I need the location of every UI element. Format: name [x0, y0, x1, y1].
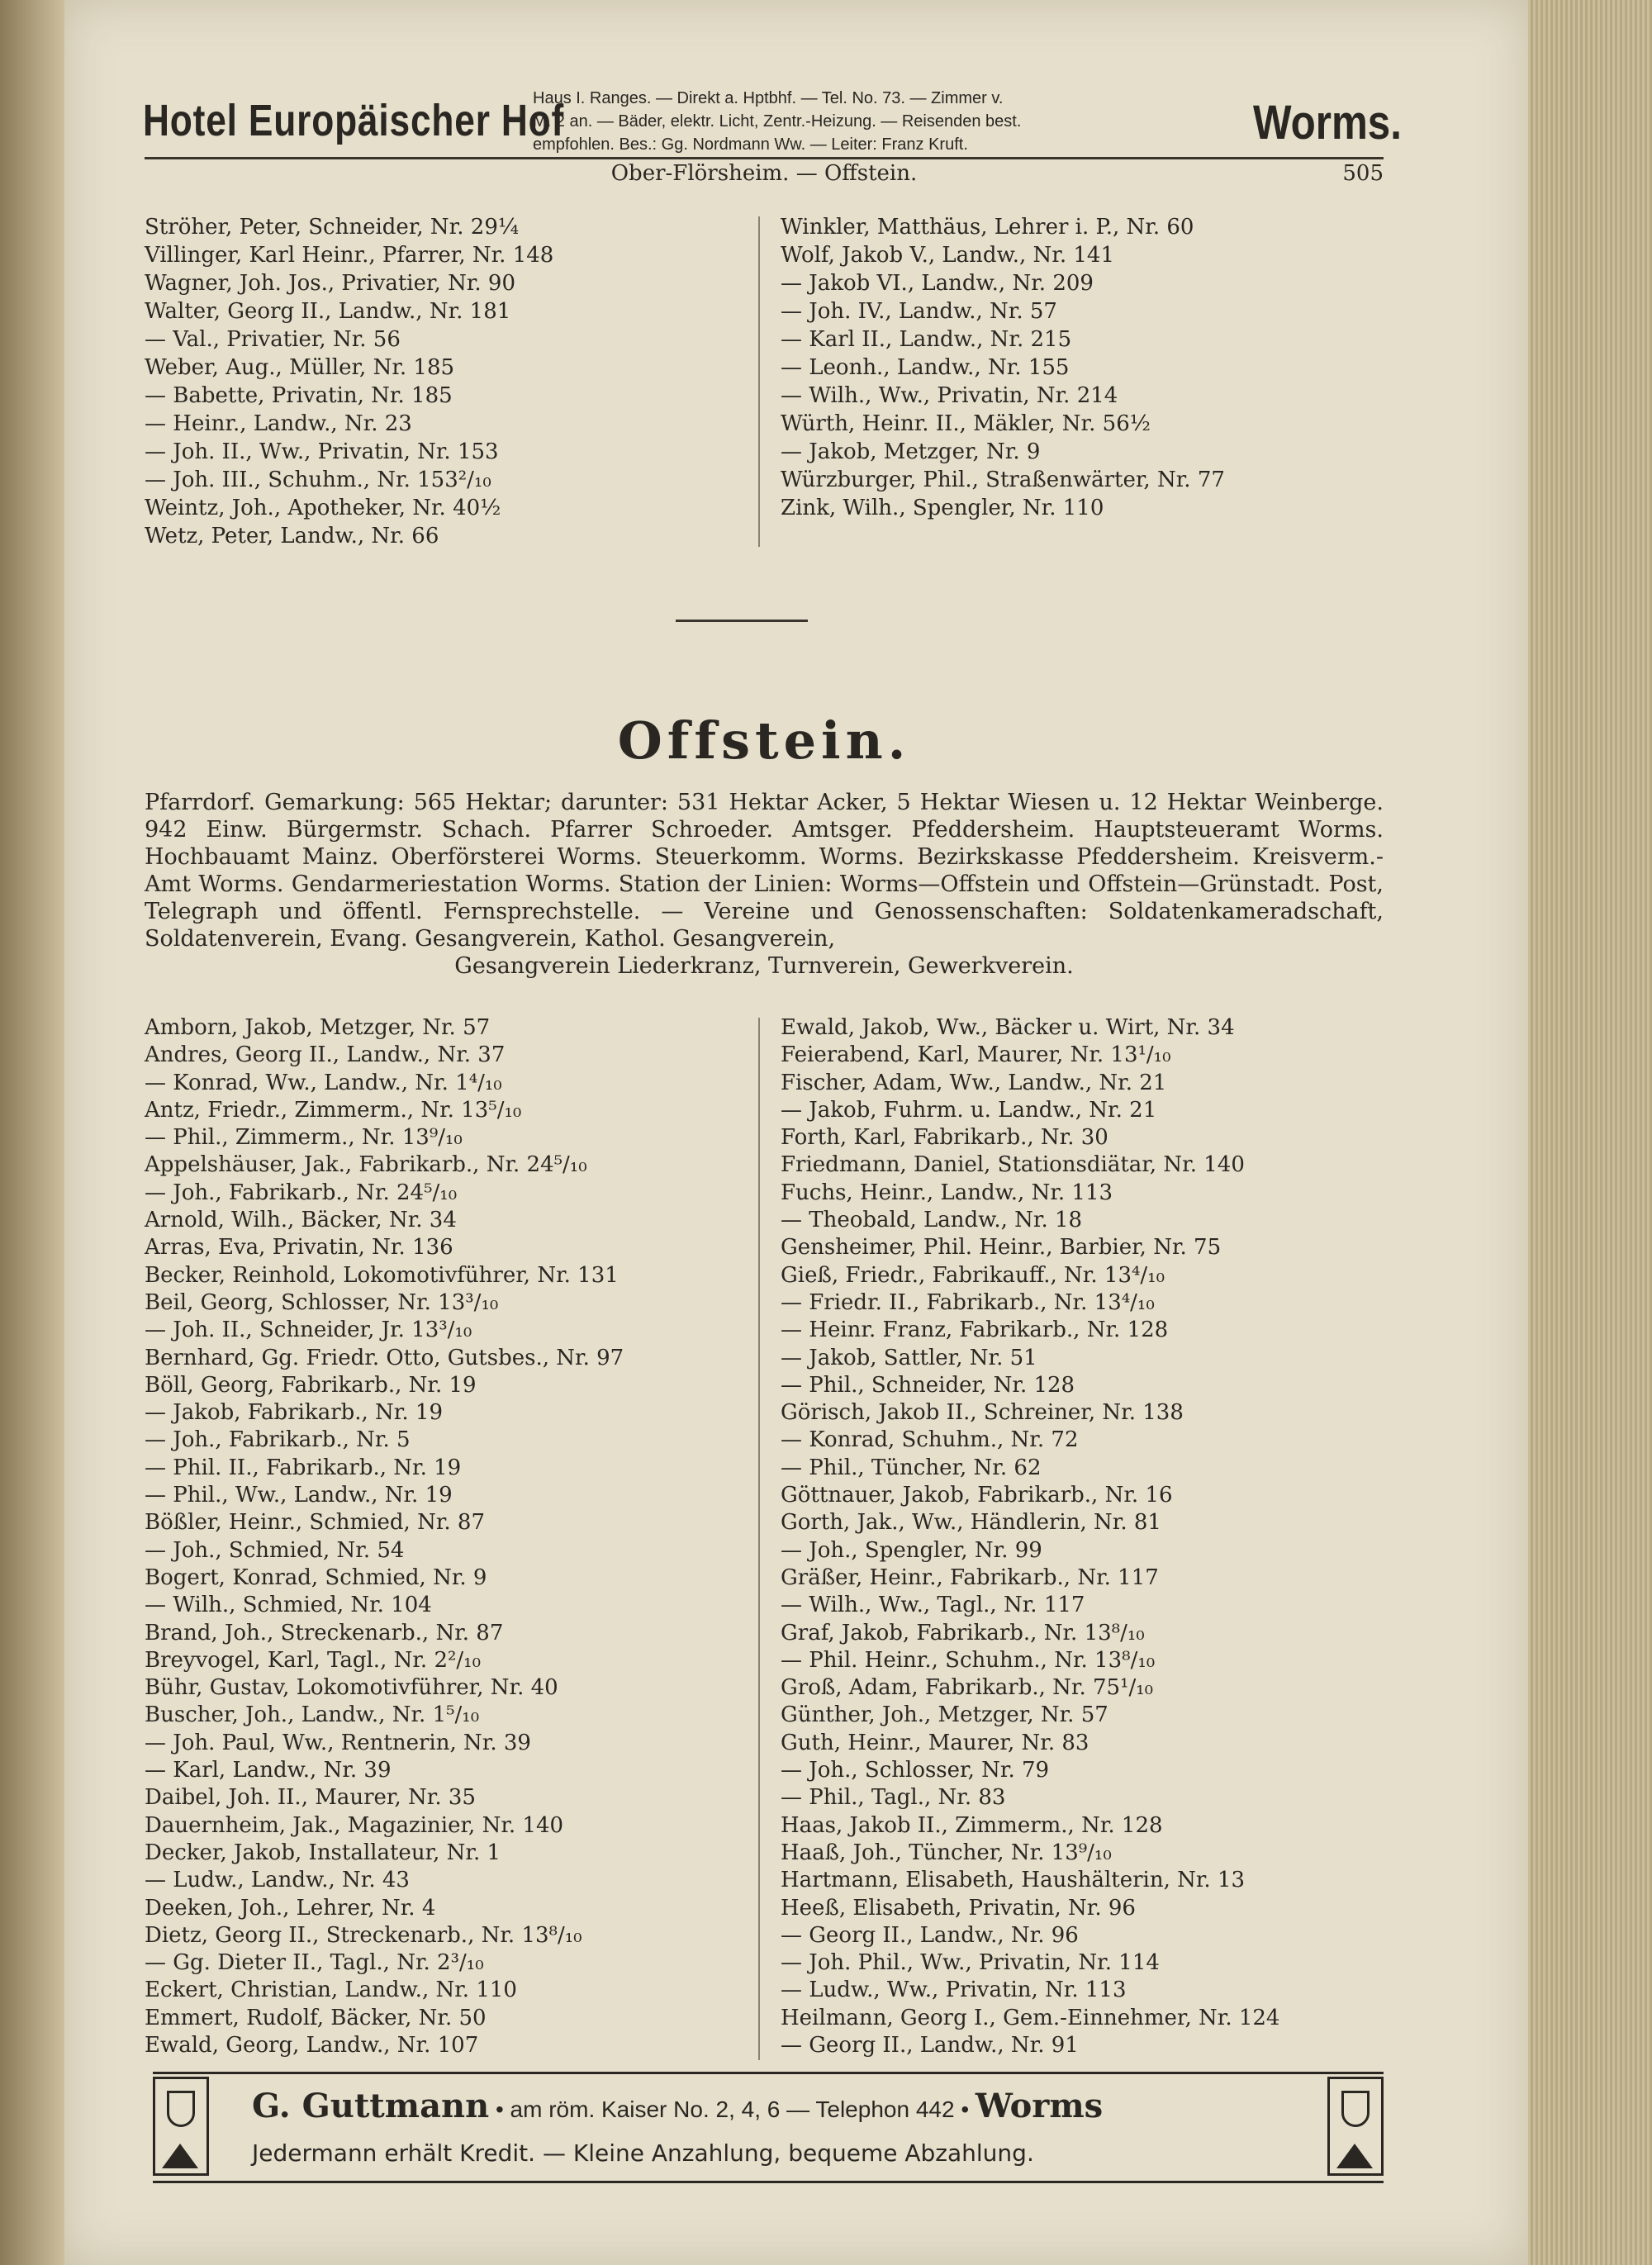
directory-entry: — Joh., Fabrikarb., Nr. 5 [145, 1427, 411, 1453]
top-left-column [145, 213, 553, 550]
directory-entry: Breyvogel, Karl, Tagl., Nr. 2²/₁₀ [145, 1647, 482, 1673]
directory-entry: — Phil., Schneider, Nr. 128 [781, 1372, 1075, 1398]
directory-entry: — Joh., Fabrikarb., Nr. 24⁵/₁₀ [145, 1180, 458, 1205]
directory-entry: — Joh., Spengler, Nr. 99 [781, 1537, 1042, 1563]
description-text: Pfarrdorf. Gemarkung: 565 Hektar; darunter: 531 Hektar Acker, 5 Hektar Wiesen u. 12 Hektar Weinberge. 942 Einw. Bürgermstr. Schach. Pfarrer Schroeder. Amtsger. Pfeddersheim. Hauptsteueramt Worms. Hochbauamt Mainz. Oberförsterei Worms. Steuerkomm. Worms. Bezirkskasse Pfeddersheim. Kreisverm.-Amt Worms. Gendarmeriestation Worms. Station der Linien: Worms—Offstein und Offstein—Grünstadt. Post, Telegraph und öffentl. Fernsprechstelle. — Vereine und Genossenschaften: Soldatenkameradschaft, Soldatenverein, Evang. Gesangverein, Kathol. Gesangverein, [145, 790, 1384, 952]
directory-entry: — Theobald, Landw., Nr. 18 [781, 1208, 1083, 1233]
ad-address: • am röm. Kaiser No. 2, 4, 6 — Telephon 442 • [489, 2096, 976, 2122]
directory-entry: Fuchs, Heinr., Landw., Nr. 113 [781, 1180, 1113, 1205]
directory-entry: — Joh. II., Schneider, Jr. 13³/₁₀ [145, 1318, 472, 1343]
directory-entry: — Jakob, Metzger, Nr. 9 [781, 439, 1041, 464]
directory-entry: Weintz, Joh., Apotheker, Nr. 40½ [145, 496, 501, 520]
directory-entry: Graf, Jakob, Fabrikarb., Nr. 13⁸/₁₀ [781, 1620, 1145, 1645]
hotel-info-line: M. 2 an. — Bäder, elektr. Licht, Zentr.-Heizung. — Reisenden best. [533, 112, 1022, 131]
directory-entry: — Phil., Tagl., Nr. 83 [781, 1785, 1006, 1811]
directory-entry: Buscher, Joh., Landw., Nr. 1⁵/₁₀ [145, 1702, 480, 1728]
directory-entry: — Phil., Ww., Landw., Nr. 19 [145, 1483, 453, 1508]
directory-entry: — Ludw., Ww., Privatin, Nr. 113 [781, 1978, 1127, 2003]
directory-entry: Böll, Georg, Fabrikarb., Nr. 19 [145, 1372, 477, 1398]
directory-entry: Bogert, Konrad, Schmied, Nr. 9 [145, 1565, 487, 1590]
directory-entry: — Phil. Heinr., Schuhm., Nr. 13⁸/₁₀ [781, 1647, 1156, 1673]
directory-entry: Villinger, Karl Heinr., Pfarrer, Nr. 148 [145, 243, 554, 268]
directory-entry: — Wilh., Schmied, Nr. 104 [145, 1593, 432, 1618]
left-column [145, 1014, 624, 2059]
directory-entry: Beil, Georg, Schlosser, Nr. 13³/₁₀ [145, 1289, 499, 1315]
directory-entry: Amborn, Jakob, Metzger, Nr. 57 [145, 1015, 491, 1040]
directory-entry: — Jakob, Sattler, Nr. 51 [781, 1345, 1037, 1370]
hotel-info-line: empfohlen. Bes.: Gg. Nordmann Ww. — Leiter: Franz Kruft. [533, 135, 968, 154]
running-title: Ober-Flörsheim. — Offstein. [610, 161, 918, 186]
directory-entry: Daibel, Joh. II., Maurer, Nr. 35 [145, 1785, 476, 1811]
directory-entry: Appelshäuser, Jak., Fabrikarb., Nr. 24⁵/₁₀ [145, 1152, 587, 1178]
directory-entry: Ewald, Georg, Landw., Nr. 107 [145, 2032, 479, 2058]
directory-entry: — Phil., Tüncher, Nr. 62 [781, 1455, 1042, 1480]
directory-entry: Bößler, Heinr., Schmied, Nr. 87 [145, 1510, 486, 1536]
directory-entry: — Joh. Paul, Ww., Rentnerin, Nr. 39 [145, 1730, 531, 1755]
directory-entry: Walter, Georg II., Landw., Nr. 181 [145, 299, 511, 324]
directory-entry: — Heinr., Landw., Nr. 23 [145, 411, 412, 436]
directory-entry: — Joh., Schlosser, Nr. 79 [781, 1758, 1050, 1783]
directory-entry: — Joh. II., Ww., Privatin, Nr. 153 [145, 439, 499, 464]
directory-entry: — Jakob VI., Landw., Nr. 209 [781, 271, 1094, 296]
directory-entry: Gräßer, Heinr., Fabrikarb., Nr. 117 [781, 1565, 1159, 1590]
directory-entry: Becker, Reinhold, Lokomotivführer, Nr. 131 [145, 1262, 619, 1288]
directory-entry: Heeß, Elisabeth, Privatin, Nr. 96 [781, 1895, 1136, 1921]
directory-entry: — Val., Privatier, Nr. 56 [145, 327, 401, 352]
directory-entry: Guth, Heinr., Maurer, Nr. 83 [781, 1730, 1089, 1755]
directory-entry: Weber, Aug., Müller, Nr. 185 [145, 355, 455, 380]
shield-logo-icon [153, 2077, 209, 2176]
directory-entry: Friedmann, Daniel, Stationsdiätar, Nr. 140 [781, 1152, 1245, 1178]
directory-entry: Wolf, Jakob V., Landw., Nr. 141 [781, 243, 1115, 268]
ad-headline [252, 2087, 1293, 2125]
directory-entry: — Gg. Dieter II., Tagl., Nr. 2³/₁₀ [145, 1950, 484, 1976]
directory-entry: — Wilh., Ww., Tagl., Nr. 117 [781, 1593, 1085, 1618]
top-right-column [781, 213, 1225, 522]
running-header [145, 161, 1384, 194]
directory-entry: — Jakob, Fabrikarb., Nr. 19 [145, 1400, 443, 1426]
directory-entry: — Joh. IV., Landw., Nr. 57 [781, 299, 1057, 324]
description-last-line: Gesangverein Liederkranz, Turnverein, Gewerkverein. [454, 953, 1074, 979]
directory-entry: Zink, Wilh., Spengler, Nr. 110 [781, 496, 1104, 520]
directory-entry: — Phil. II., Fabrikarb., Nr. 19 [145, 1455, 462, 1480]
directory-entry: Arnold, Wilh., Bäcker, Nr. 34 [145, 1208, 457, 1233]
page-number: 505 [1342, 161, 1384, 186]
directory-entry: Emmert, Rudolf, Bäcker, Nr. 50 [145, 2005, 487, 2030]
directory-entry: — Friedr. II., Fabrikarb., Nr. 13⁴/₁₀ [781, 1289, 1155, 1315]
hotel-city: Worms. [1253, 96, 1402, 150]
ad-company: G. Guttmann [252, 2087, 490, 2125]
directory-entry: — Georg II., Landw., Nr. 96 [781, 1922, 1079, 1948]
ad-slogan: Jedermann erhält Kredit. — Kleine Anzahlung, bequeme Abzahlung. [252, 2139, 1034, 2167]
directory-entry: — Wilh., Ww., Privatin, Nr. 214 [781, 383, 1118, 408]
directory-entry: Bernhard, Gg. Friedr. Otto, Gutsbes., Nr. 97 [145, 1345, 624, 1370]
directory-entry: Wetz, Peter, Landw., Nr. 66 [145, 524, 439, 548]
page-edges [1528, 0, 1652, 2265]
section-description [145, 789, 1384, 980]
directory-entry: Hartmann, Elisabeth, Haushälterin, Nr. 13 [781, 1868, 1246, 1893]
ad-city: Worms [975, 2087, 1104, 2125]
directory-entry: — Konrad, Ww., Landw., Nr. 1⁴/₁₀ [145, 1070, 502, 1095]
directory-entry: Andres, Georg II., Landw., Nr. 37 [145, 1042, 506, 1068]
ad-rule [153, 2072, 1384, 2074]
directory-entry: Dauernheim, Jak., Magazinier, Nr. 140 [145, 1812, 564, 1838]
directory-entry: — Georg II., Landw., Nr. 91 [781, 2032, 1079, 2058]
directory-entry: Groß, Adam, Fabrikarb., Nr. 75¹/₁₀ [781, 1675, 1154, 1701]
directory-entry: — Joh. III., Schuhm., Nr. 153²/₁₀ [145, 468, 491, 492]
directory-entry: — Phil., Zimmerm., Nr. 13⁹/₁₀ [145, 1125, 463, 1151]
directory-entry: Günther, Joh., Metzger, Nr. 57 [781, 1702, 1108, 1728]
directory-entry: Würzburger, Phil., Straßenwärter, Nr. 77 [781, 468, 1225, 492]
column-divider [758, 1018, 760, 2060]
directory-entry: — Ludw., Landw., Nr. 43 [145, 1868, 410, 1893]
directory-entry: Fischer, Adam, Ww., Landw., Nr. 21 [781, 1070, 1167, 1095]
directory-entry: Deeken, Joh., Lehrer, Nr. 4 [145, 1895, 436, 1921]
directory-entry: Winkler, Matthäus, Lehrer i. P., Nr. 60 [781, 215, 1194, 240]
footer-advertisement [153, 2072, 1384, 2183]
directory-entry: Forth, Karl, Fabrikarb., Nr. 30 [781, 1125, 1108, 1151]
directory-entry: Arras, Eva, Privatin, Nr. 136 [145, 1235, 453, 1261]
directory-entry: — Leonh., Landw., Nr. 155 [781, 355, 1070, 380]
directory-entry: Haaß, Joh., Tüncher, Nr. 13⁹/₁₀ [781, 1840, 1112, 1865]
directory-entry: — Konrad, Schuhm., Nr. 72 [781, 1427, 1079, 1453]
directory-entry: Bühr, Gustav, Lokomotivführer, Nr. 40 [145, 1675, 558, 1701]
directory-entry: Görisch, Jakob II., Schreiner, Nr. 138 [781, 1400, 1184, 1426]
directory-entry: Gensheimer, Phil. Heinr., Barbier, Nr. 75 [781, 1235, 1222, 1261]
column-divider [758, 216, 760, 547]
right-column [781, 1014, 1279, 2059]
book-spine [0, 0, 64, 2265]
directory-entry: Gieß, Friedr., Fabrikauff., Nr. 13⁴/₁₀ [781, 1262, 1165, 1288]
directory-entry: Antz, Friedr., Zimmerm., Nr. 13⁵/₁₀ [145, 1097, 522, 1123]
directory-entry: Decker, Jakob, Installateur, Nr. 1 [145, 1840, 501, 1865]
directory-entry: Feierabend, Karl, Maurer, Nr. 13¹/₁₀ [781, 1042, 1171, 1068]
directory-entry: Dietz, Georg II., Streckenarb., Nr. 13⁸/₁₀ [145, 1922, 582, 1948]
hotel-info [533, 87, 1317, 156]
hotel-name: Hotel Europäischer Hof [143, 96, 565, 145]
directory-entry: Würth, Heinr. II., Mäkler, Nr. 56½ [781, 411, 1151, 436]
directory-entry: — Joh., Schmied, Nr. 54 [145, 1537, 405, 1563]
directory-entry: Wagner, Joh. Jos., Privatier, Nr. 90 [145, 271, 516, 296]
directory-entry: Haas, Jakob II., Zimmerm., Nr. 128 [781, 1812, 1163, 1838]
directory-entry: — Jakob, Fuhrm. u. Landw., Nr. 21 [781, 1097, 1157, 1123]
hotel-info-line: Haus I. Ranges. — Direkt a. Hptbhf. — Tel. No. 73. — Zimmer v. [533, 89, 1004, 107]
directory-entry: — Karl II., Landw., Nr. 215 [781, 327, 1072, 352]
directory-entry: Gorth, Jak., Ww., Händlerin, Nr. 81 [781, 1510, 1161, 1536]
directory-entry: — Karl, Landw., Nr. 39 [145, 1758, 392, 1783]
directory-entry: — Joh. Phil., Ww., Privatin, Nr. 114 [781, 1950, 1160, 1976]
shield-logo-icon [1327, 2077, 1384, 2176]
directory-entry: Göttnauer, Jakob, Fabrikarb., Nr. 16 [781, 1483, 1173, 1508]
header-rule [145, 157, 1384, 159]
directory-entry: Ewald, Jakob, Ww., Bäcker u. Wirt, Nr. 34 [781, 1015, 1235, 1040]
ad-rule [153, 2181, 1384, 2183]
directory-entry: Brand, Joh., Streckenarb., Nr. 87 [145, 1620, 504, 1645]
header-advertisement [78, 78, 1402, 169]
section-title: Offstein. [617, 710, 911, 771]
directory-entry: Eckert, Christian, Landw., Nr. 110 [145, 1978, 517, 2003]
directory-entry: — Babette, Privatin, Nr. 185 [145, 383, 453, 408]
directory-entry: Heilmann, Georg I., Gem.-Einnehmer, Nr. 124 [781, 2005, 1280, 2030]
section-separator [676, 620, 808, 622]
directory-entry: Ströher, Peter, Schneider, Nr. 29¼ [145, 215, 520, 240]
directory-entry: — Heinr. Franz, Fabrikarb., Nr. 128 [781, 1318, 1169, 1343]
